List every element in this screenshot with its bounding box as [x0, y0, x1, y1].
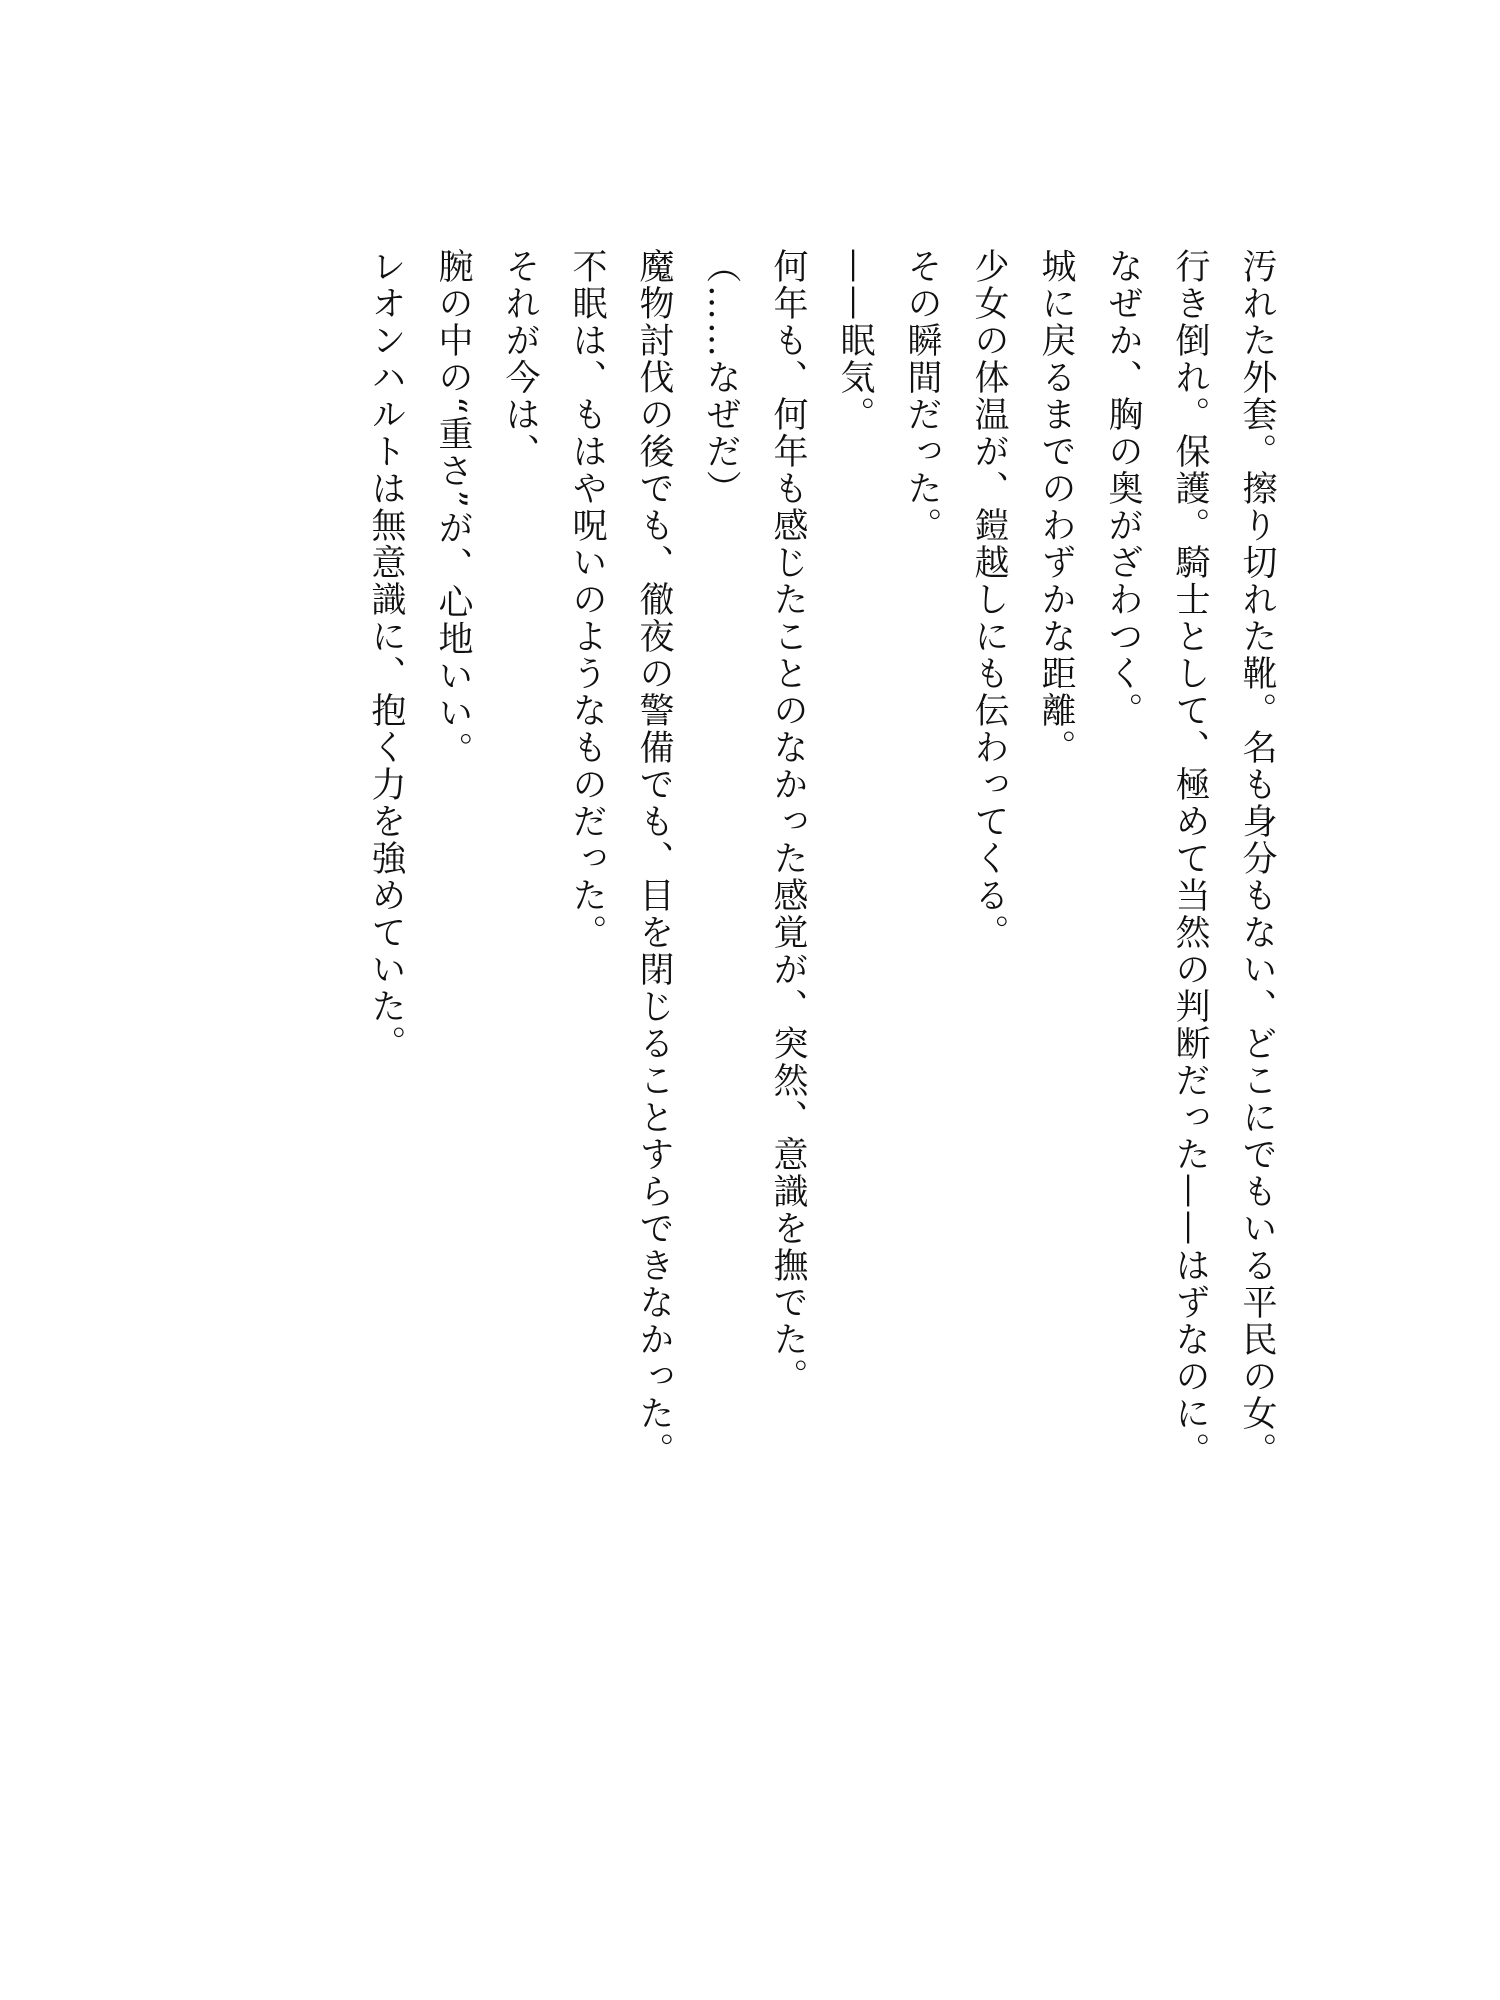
text-line: それが今は、: [500, 248, 540, 470]
text-line: 腕の中の“重さ”が、心地いい。: [433, 248, 473, 769]
text-line: その瞬間だった。: [902, 248, 942, 544]
text-line: ——眠気。: [835, 248, 875, 433]
text-line: 行き倒れ。保護。騎士として、極めて当然の判断だった——はずなのに。: [1170, 248, 1210, 1469]
vertical-text-block: [340, 248, 1290, 1469]
text-line: レオンハルトは無意識に、抱く力を強めていた。: [366, 248, 406, 1062]
text-line: なぜか、胸の奥がざわつく。: [1103, 248, 1143, 729]
text-line: 城に戻るまでのわずかな距離。: [1036, 248, 1076, 766]
text-line: （……なぜだ）: [701, 248, 741, 507]
text-line: 少女の体温が、鎧越しにも伝わってくる。: [969, 248, 1009, 951]
text-line: 魔物討伐の後でも、徹夜の警備でも、目を閉じることすらできなかった。: [634, 248, 674, 1469]
text-line: 汚れた外套。擦り切れた靴。名も身分もない、どこにでもいる平民の女。: [1237, 248, 1277, 1469]
text-line: 不眠は、もはや呪いのようなものだった。: [567, 248, 607, 951]
text-line: 何年も、何年も感じたことのなかった感覚が、突然、意識を撫でた。: [768, 248, 808, 1395]
